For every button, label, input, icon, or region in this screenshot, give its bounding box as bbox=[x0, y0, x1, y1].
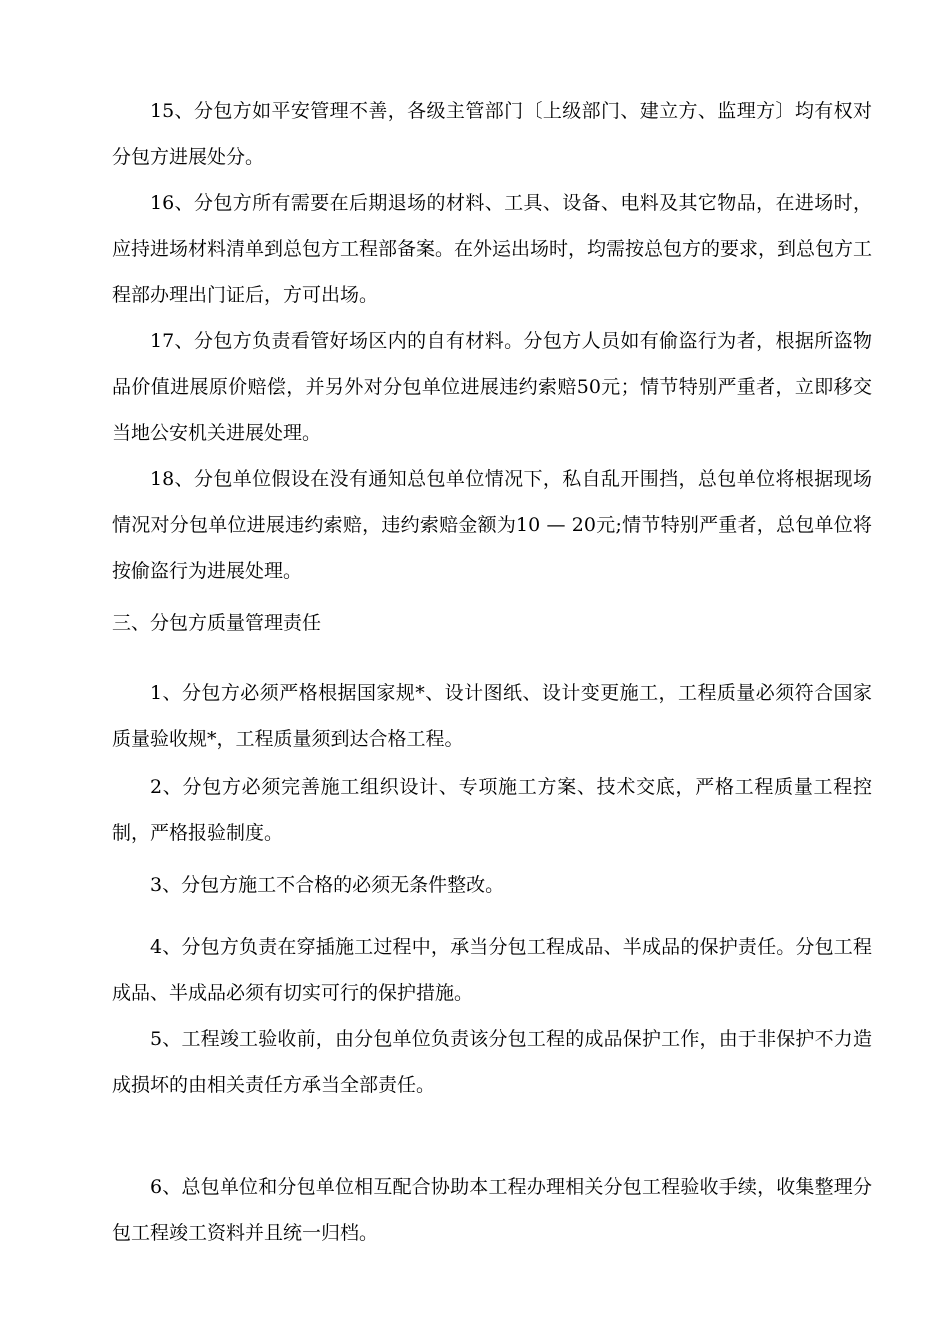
paragraph-17: 17、分包方负责看管好场区内的自有材料。分包方人员如有偷盗行为者，根据所盗物品价值进展原价赔偿，并另外对分包单位进展违约索赔50元；情节特别严重者，立即移交当地公安机关进展处理。 bbox=[112, 330, 872, 444]
quality-item-6: 6、总包单位和分包单位相互配合协助本工程办理相关分包工程验收手续，收集整理分包工程竣工资料并且统一归档。 bbox=[112, 1176, 872, 1244]
quality-item-5: 5、工程竣工验收前，由分包单位负责该分包工程的成品保护工作，由于非保护不力造成损坏的由相关责任方承当全部责任。 bbox=[112, 1028, 872, 1096]
paragraph-18: 18、分包单位假设在没有通知总包单位情况下，私自乱开围挡，总包单位将根据现场情况对分包单位进展违约索赔，违约索赔金额为10 — 20元;情节特别严重者，总包单位将按偷盗行为进展处理。 bbox=[112, 468, 872, 582]
paragraph-16: 16、分包方所有需要在后期退场的材料、工具、设备、电料及其它物品，在进场时，应持进场材料清单到总包方工程部备案。在外运出场时，均需按总包方的要求，到总包方工程部办理出门证后，方可出场。 bbox=[112, 192, 873, 306]
quality-item-4: 4、分包方负责在穿插施工过程中，承当分包工程成品、半成品的保护责任。分包工程成品、半成品必须有切实可行的保护措施。 bbox=[112, 936, 872, 1004]
paragraph-15: 15、分包方如平安管理不善，各级主管部门〔上级部门、建立方、监理方〕均有权对分包方进展处分。 bbox=[112, 100, 872, 168]
quality-item-1: 1、分包方必须严格根据国家规*、设计图纸、设计变更施工，工程质量必须符合国家质量验收规*，工程质量须到达合格工程。 bbox=[112, 682, 872, 750]
quality-item-2: 2、分包方必须完善施工组织设计、专项施工方案、技术交底，严格工程质量工程控制，严格报验制度。 bbox=[112, 776, 872, 844]
quality-item-3: 3、分包方施工不合格的必须无条件整改。 bbox=[150, 874, 505, 896]
section-heading-quality: 三、分包方质量管理责任 bbox=[112, 612, 322, 634]
